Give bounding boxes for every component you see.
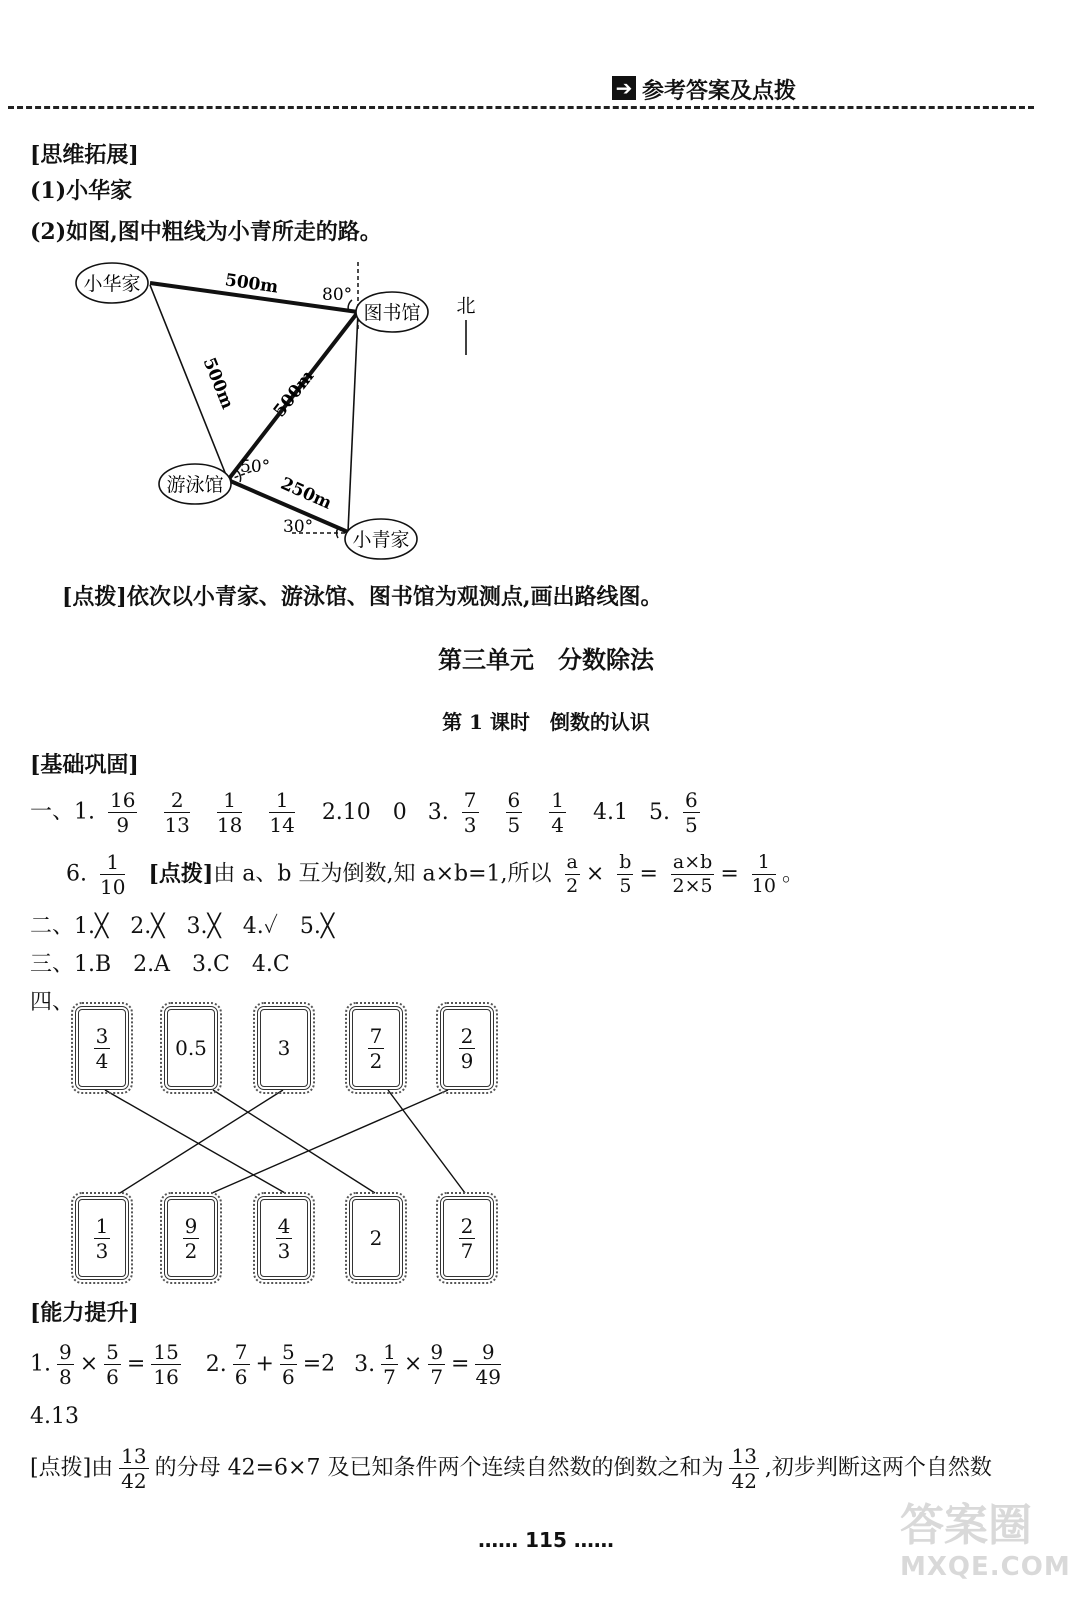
dist-hua-lib: 500m xyxy=(223,270,280,298)
q6-times: × xyxy=(585,861,605,887)
section-basic: [基础巩固] xyxy=(30,752,139,778)
match-line-4 xyxy=(388,1090,465,1193)
tip-text-c: ,初步判断这两个自然数 xyxy=(764,1455,992,1481)
angle-lib: 80° xyxy=(322,285,353,305)
e3-eq: = xyxy=(451,1351,470,1377)
arrow-icon: ➔ xyxy=(612,76,636,100)
watermark-line1: 答案圈 xyxy=(900,1500,1032,1551)
top-card-3: 3 xyxy=(257,1006,311,1090)
dist-pool-lib: 500m xyxy=(269,366,319,422)
e3-b: $\frac{9}{7}$ xyxy=(430,1340,444,1389)
page-number: …… 115 …… xyxy=(478,1528,614,1552)
dist-hua-pool: 500m xyxy=(198,354,238,412)
q6-expr-frac-1: $\frac{a}{2}$ xyxy=(566,851,579,897)
top-card-1: $\frac{3}{4}$ xyxy=(75,1006,129,1090)
e1-eq: = xyxy=(126,1351,146,1377)
dist-pool-qing: 250m xyxy=(277,473,335,514)
q6-frac: $\frac{1}{10}$ xyxy=(100,850,126,899)
q3-label: 3. xyxy=(427,799,449,825)
unit-title: 第三单元 分数除法 xyxy=(438,645,654,674)
q6-expr-frac-3: $\frac{a\times b}{2\times 5}$ xyxy=(672,851,713,897)
basic-line-six xyxy=(66,852,804,897)
watermark-line2: MXQE.COM xyxy=(900,1552,1071,1582)
q6-end: 。 xyxy=(781,861,804,887)
lesson-title: 第 1 课时 倒数的认识 xyxy=(442,710,650,734)
q5-label: 5. xyxy=(649,799,670,825)
match-line-5 xyxy=(212,1090,448,1193)
label-home-hua: 小华家 xyxy=(83,273,141,295)
q6-eq-2: = xyxy=(720,861,739,887)
q6-tip-text: 由 a、b 互为倒数,知 a×b=1,所以 xyxy=(213,861,552,887)
q1-frac-2: $\frac{2}{13}$ xyxy=(164,788,190,837)
e2-eq: =2 xyxy=(302,1351,336,1377)
basic-three: 三、1.B 2.A 3.C 4.C xyxy=(30,952,290,977)
e2-b: $\frac{5}{6}$ xyxy=(281,1340,295,1389)
angle-pool: 50° xyxy=(240,457,271,477)
basic-four-label: 四、 xyxy=(30,990,75,1015)
route-map xyxy=(0,250,560,570)
bottom-card-3: $\frac{4}{3}$ xyxy=(257,1196,311,1280)
thinking-tip: [点拨]依次以小青家、游泳馆、图书馆为观测点,画出路线图。 xyxy=(62,584,663,610)
q4-answer: 4.1 xyxy=(593,799,628,825)
e3-r: $\frac{9}{49}$ xyxy=(475,1340,501,1389)
q1-frac-4: $\frac{1}{14}$ xyxy=(269,788,295,837)
basic-two: 二、1.╳ 2.╳ 3.╳ 4.✓ 5.╳ xyxy=(30,914,335,939)
e3-op: × xyxy=(403,1351,423,1377)
tip-text-a: [点拨]由 xyxy=(30,1455,114,1481)
thinking-q1: (1)小华家 xyxy=(30,178,133,204)
e2-label: 2. xyxy=(205,1351,227,1377)
angle-qing: 30° xyxy=(283,517,314,537)
section-ability: [能力提升] xyxy=(30,1300,139,1326)
q3-frac-1: $\frac{7}{3}$ xyxy=(463,788,477,837)
bottom-card-4: 2 xyxy=(349,1196,403,1280)
e1-label: 1. xyxy=(30,1351,51,1377)
q6-tip-label: [点拨] xyxy=(148,860,214,887)
q3-frac-3: $\frac{1}{4}$ xyxy=(551,788,564,837)
line-lib-qing xyxy=(348,312,358,532)
e2-op: + xyxy=(255,1351,274,1377)
bottom-card-1: $\frac{1}{3}$ xyxy=(75,1196,129,1280)
label-home-qing: 小青家 xyxy=(352,529,410,551)
ability-tip xyxy=(30,1446,992,1491)
top-card-5: $\frac{2}{9}$ xyxy=(440,1006,494,1090)
thinking-q2: (2)如图,图中粗线为小青所走的路。 xyxy=(30,219,382,245)
ability-q4: 4.13 xyxy=(30,1404,79,1429)
bottom-card-2: $\frac{9}{2}$ xyxy=(164,1196,218,1280)
basic-line-one xyxy=(30,790,706,835)
header-title: 参考答案及点拨 xyxy=(642,79,797,104)
e1-a: $\frac{9}{8}$ xyxy=(59,1340,72,1389)
bottom-card-5: $\frac{2}{7}$ xyxy=(440,1196,494,1280)
q2-answer: 2.10 0 xyxy=(321,799,407,825)
q6-label: 6. xyxy=(66,861,87,887)
top-card-4: $\frac{7}{2}$ xyxy=(349,1006,403,1090)
ability-line-1 xyxy=(30,1342,507,1387)
top-card-2: 0.5 xyxy=(164,1006,218,1090)
section-thinking: [思维拓展] xyxy=(30,142,139,168)
header-divider xyxy=(8,106,1034,109)
tip-text-b: 的分母 42=6×7 及已知条件两个连续自然数的倒数之和为 xyxy=(154,1455,724,1481)
e1-b: $\frac{5}{6}$ xyxy=(106,1340,119,1389)
e2-a: $\frac{7}{6}$ xyxy=(234,1340,248,1389)
q6-expr-frac-4: $\frac{1}{10}$ xyxy=(751,851,776,897)
label-library: 图书馆 xyxy=(363,302,421,324)
q1-frac-1: $\frac{16}{9}$ xyxy=(110,788,136,837)
q6-expr-frac-2: $\frac{b}{5}$ xyxy=(619,851,632,897)
tip-frac-1: $\frac{13}{42}$ xyxy=(121,1444,147,1493)
q1-frac-3: $\frac{1}{18}$ xyxy=(216,788,243,837)
e1-op: × xyxy=(79,1351,99,1377)
q6-eq-1: = xyxy=(639,861,658,887)
e3-label: 3. xyxy=(354,1351,376,1377)
watermark-logo xyxy=(900,1500,1085,1595)
q5-frac: $\frac{6}{5}$ xyxy=(685,788,698,837)
q3-frac-2: $\frac{6}{5}$ xyxy=(507,788,521,837)
q1-label: 一、1. xyxy=(30,799,95,825)
tip-frac-2: $\frac{13}{42}$ xyxy=(731,1444,757,1493)
north-label: 北 xyxy=(456,295,476,317)
e3-a: $\frac{1}{7}$ xyxy=(383,1340,396,1389)
e1-r: $\frac{15}{16}$ xyxy=(153,1340,179,1389)
label-pool: 游泳馆 xyxy=(166,474,224,496)
match-line-2 xyxy=(213,1090,375,1193)
